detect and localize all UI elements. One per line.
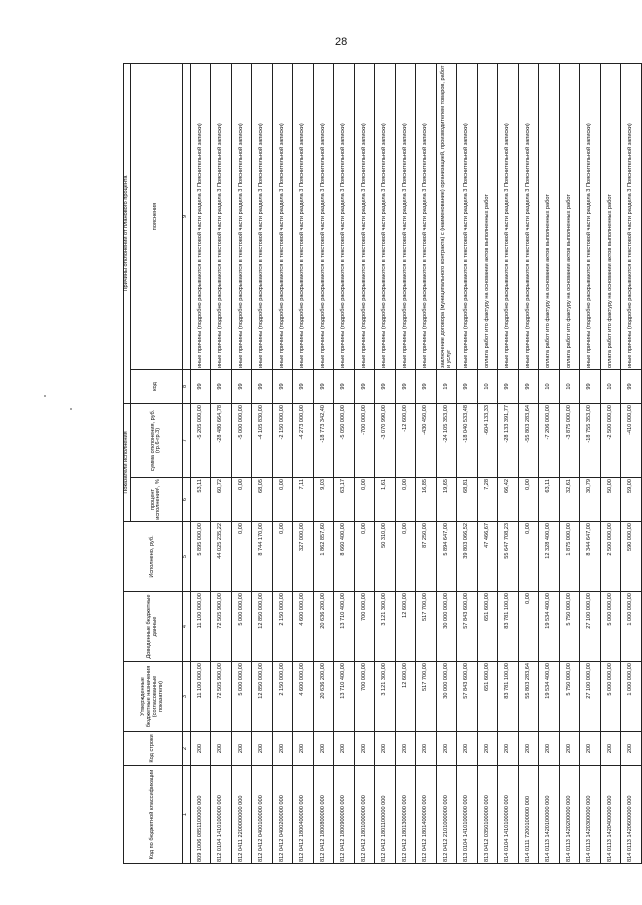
table-row	[600, 63, 621, 863]
cell-reason-code: 10	[477, 369, 498, 403]
column-number-row	[182, 63, 190, 863]
cell-executed: 12 328 400,00	[539, 522, 560, 592]
cell-percent: 66,42	[498, 478, 519, 522]
cell-row-code: 200	[395, 732, 416, 766]
cell-executed: 8 744 170,00	[252, 522, 273, 592]
header-executed: Исполнено, руб.	[124, 522, 183, 592]
header-indicators: Показатели исполнения	[124, 403, 131, 521]
cell-explanation: иные причины (подробно раскрываются в текстовой части раздела 3 Пояснительной записки)	[580, 63, 601, 369]
cell-percent: 50,00	[600, 478, 621, 522]
cell-executed: 50 310,00	[375, 522, 396, 592]
page-number: 28	[335, 36, 348, 48]
table-row	[457, 63, 478, 863]
table-row	[416, 63, 437, 863]
cell-deviation: -430 450,00	[416, 403, 437, 477]
cell-reason-code: 19	[436, 369, 457, 403]
cell-code: 814 0104 1410100000 000	[498, 766, 519, 864]
cell-row-code: 200	[416, 732, 437, 766]
cell-explanation: иные причины (подробно раскрываются в текстовой части раздела 3 Пояснительной записки)	[190, 63, 211, 369]
cell-approved: 83 781 100,00	[498, 662, 519, 732]
cell-communicated: 0,00	[518, 592, 539, 662]
cell-percent: 60,72	[211, 478, 232, 522]
cell-code: 812 0412 1801300000 000	[395, 766, 416, 864]
cell-row-code: 200	[621, 732, 642, 766]
cell-code: 812 0412 0400200000 000	[272, 766, 293, 864]
cell-executed: 0,00	[354, 522, 375, 592]
cell-row-code: 200	[477, 732, 498, 766]
cell-row-code: 200	[436, 732, 457, 766]
cell-communicated: 700 000,00	[354, 592, 375, 662]
cell-approved: 72 505 900,00	[211, 662, 232, 732]
cell-reason-code: 99	[416, 369, 437, 403]
cell-communicated: 27 100 000,00	[580, 592, 601, 662]
cell-approved: 12 850 000,00	[252, 662, 273, 732]
cell-reason-code: 99	[190, 369, 211, 403]
column-number: 6	[182, 478, 190, 522]
cell-communicated: 1 000 000,00	[621, 592, 642, 662]
cell-percent: 1,61	[375, 478, 396, 522]
cell-code: 813 0104 1410100000 000	[457, 766, 478, 864]
cell-percent: 9,03	[313, 478, 334, 522]
cell-deviation: -28 480 664,78	[211, 403, 232, 477]
cell-executed: 327 000,00	[293, 522, 314, 592]
cell-percent: 68,81	[457, 478, 478, 522]
cell-explanation: иные причины (подробно раскрываются в текстовой части раздела 3 Пояснительной записки)	[621, 63, 642, 369]
table-row	[252, 63, 273, 863]
cell-explanation: иные причины (подробно раскрываются в текстовой части раздела 3 Пояснительной записки)	[498, 63, 519, 369]
cell-communicated: 3 121 300,00	[375, 592, 396, 662]
column-number: 2	[182, 732, 190, 766]
table-row	[621, 63, 642, 863]
cell-code: 812 0412 1801100000 000	[375, 766, 396, 864]
column-number: 7	[182, 403, 190, 477]
header-reason-code: код	[130, 369, 182, 403]
header-approved: Утвержденные бюджетные назначения (согласованные показатели)	[124, 662, 183, 732]
cell-explanation: иные причины (подробно раскрываются в текстовой части раздела 3 Пояснительной записки)	[211, 63, 232, 369]
cell-deviation: -2 150 000,00	[272, 403, 293, 477]
cell-row-code: 200	[211, 732, 232, 766]
cell-executed: 8 660 400,00	[334, 522, 355, 592]
cell-approved: 4 600 000,00	[293, 662, 314, 732]
cell-row-code: 200	[600, 732, 621, 766]
cell-code: 812 0412 1800800000 000	[313, 766, 334, 864]
cell-executed: 0,00	[231, 522, 252, 592]
cell-deviation: -5 000 000,00	[231, 403, 252, 477]
cell-reason-code: 10	[600, 369, 621, 403]
table-row	[293, 63, 314, 863]
cell-percent: 19,65	[436, 478, 457, 522]
table-row	[354, 63, 375, 863]
column-number: 5	[182, 522, 190, 592]
cell-explanation: иные причины (подробно раскрываются в текстовой части раздела 3 Пояснительной записки)	[231, 63, 252, 369]
cell-deviation: -7 206 000,00	[539, 403, 560, 477]
cell-approved: 5 750 000,00	[559, 662, 580, 732]
cell-reason-code: 99	[313, 369, 334, 403]
cell-deviation: -18 773 342,40	[313, 403, 334, 477]
cell-reason-code: 99	[621, 369, 642, 403]
cell-deviation: -410 000,00	[621, 403, 642, 477]
cell-executed: 5 894 647,00	[436, 522, 457, 592]
cell-reason-code: 99	[231, 369, 252, 403]
cell-deviation: -3 875 000,00	[559, 403, 580, 477]
column-number: 1	[182, 766, 190, 864]
cell-executed: 47 466,67	[477, 522, 498, 592]
cell-explanation: иные причины (подробно раскрываются в текстовой части раздела 3 Пояснительной записки)	[252, 63, 273, 369]
column-number: 4	[182, 592, 190, 662]
cell-approved: 11 100 000,00	[190, 662, 211, 732]
column-number: 3	[182, 662, 190, 732]
cell-executed: 0,00	[395, 522, 416, 592]
cell-approved: 20 636 200,00	[313, 662, 334, 732]
cell-executed: 55 647 708,23	[498, 522, 519, 592]
table-row	[375, 63, 396, 863]
cell-explanation: иные причины (подробно раскрываются в текстовой части раздела 3 Пояснительной записки)	[313, 63, 334, 369]
table-row	[272, 63, 293, 863]
cell-percent: 0,00	[354, 478, 375, 522]
cell-code: 812 0412 2101000000 000	[436, 766, 457, 864]
cell-reason-code: 99	[498, 369, 519, 403]
cell-explanation: иные причины (подробно раскрываются в текстовой части раздела 3 Пояснительной записки)	[395, 63, 416, 369]
cell-communicated: 20 636 200,00	[313, 592, 334, 662]
header-percent: процент исполнения¹, %	[130, 478, 182, 522]
cell-explanation: иные причины (подробно раскрываются в текстовой части раздела 3 Пояснительной записки)	[518, 63, 539, 369]
cell-explanation: оплата работ ито фактуру на основании актов выполненных работ	[539, 63, 560, 369]
table-row	[498, 63, 519, 863]
cell-communicated: 12 600,00	[395, 592, 416, 662]
cell-reason-code: 99	[354, 369, 375, 403]
cell-row-code: 200	[498, 732, 519, 766]
cell-communicated: 517 700,00	[416, 592, 437, 662]
cell-code: 814 0113 1420400000 000	[600, 766, 621, 864]
table-row	[231, 63, 252, 863]
cell-reason-code: 10	[559, 369, 580, 403]
cell-code: 812 0412 0400100000 000	[252, 766, 273, 864]
cell-reason-code: 99	[375, 369, 396, 403]
cell-percent: 16,85	[416, 478, 437, 522]
cell-row-code: 200	[580, 732, 601, 766]
cell-code: 814 0113 1420100000 000	[539, 766, 560, 864]
cell-deviation: -18 755 353,00	[580, 403, 601, 477]
cell-communicated: 5 000 000,00	[600, 592, 621, 662]
cell-communicated: 2 150 000,00	[272, 592, 293, 662]
cell-approved: 2 150 000,00	[272, 662, 293, 732]
cell-row-code: 200	[457, 732, 478, 766]
cell-percent: 0,00	[231, 478, 252, 522]
cell-reason-code: 99	[252, 369, 273, 403]
cell-percent: 68,05	[252, 478, 273, 522]
header-reasons: Причины отклонений от планового процента	[124, 63, 131, 403]
cell-code: 809 1006 0851100000 000	[190, 766, 211, 864]
cell-row-code: 200	[518, 732, 539, 766]
table-row	[477, 63, 498, 863]
cell-communicated: 5 750 000,00	[559, 592, 580, 662]
cell-deviation: -28 133 391,77	[498, 403, 519, 477]
cell-approved: 517 700,00	[416, 662, 437, 732]
cell-percent: 0,00	[518, 478, 539, 522]
cell-deviation: -18 040 533,48	[457, 403, 478, 477]
table-row	[436, 63, 457, 863]
cell-percent: 63,17	[334, 478, 355, 522]
cell-row-code: 200	[375, 732, 396, 766]
cell-approved: 27 100 000,00	[580, 662, 601, 732]
cell-approved: 57 843 600,00	[457, 662, 478, 732]
cell-communicated: 11 100 000,00	[190, 592, 211, 662]
cell-code: 812 0411 2200000000 000	[231, 766, 252, 864]
scan-speck	[70, 408, 72, 410]
cell-explanation: иные причины (подробно раскрываются в текстовой части раздела 3 Пояснительной записки)	[272, 63, 293, 369]
cell-communicated: 72 505 900,00	[211, 592, 232, 662]
table-row	[211, 63, 232, 863]
cell-code: 814 0111 7200100000 000	[518, 766, 539, 864]
header-explanation: пояснения	[130, 63, 182, 369]
cell-row-code: 200	[354, 732, 375, 766]
cell-deviation: -4 105 830,00	[252, 403, 273, 477]
cell-explanation: заключение договора (муниципального контракта) с (наименование) организацией, производителем товаров, работ и услуг	[436, 63, 457, 369]
cell-deviation: -5 050 000,00	[334, 403, 355, 477]
cell-approved: 700 000,00	[354, 662, 375, 732]
cell-percent: 63,11	[539, 478, 560, 522]
cell-row-code: 200	[293, 732, 314, 766]
cell-communicated: 12 850 000,00	[252, 592, 273, 662]
table-row	[334, 63, 355, 863]
cell-approved: 30 000 000,00	[436, 662, 457, 732]
cell-executed: 5 895 000,00	[190, 522, 211, 592]
cell-percent: 32,61	[559, 478, 580, 522]
execution-report-table	[123, 63, 642, 864]
cell-communicated: 57 843 600,00	[457, 592, 478, 662]
cell-communicated: 83 781 100,00	[498, 592, 519, 662]
table-row	[395, 63, 416, 863]
cell-explanation: иные причины (подробно раскрываются в текстовой части раздела 3 Пояснительной записки)	[334, 63, 355, 369]
cell-executed: 2 500 000,00	[600, 522, 621, 592]
cell-reason-code: 10	[539, 369, 560, 403]
cell-code: 812 0412 1801000000 000	[354, 766, 375, 864]
cell-reason-code: 99	[293, 369, 314, 403]
table-row	[559, 63, 580, 863]
cell-code: 812 0412 1801400000 000	[416, 766, 437, 864]
table-row	[580, 63, 601, 863]
table-row	[313, 63, 334, 863]
cell-approved: 3 121 300,00	[375, 662, 396, 732]
cell-row-code: 200	[272, 732, 293, 766]
cell-percent: 0,00	[395, 478, 416, 522]
cell-code: 814 0113 1420300000 000	[580, 766, 601, 864]
cell-executed: 590 000,00	[621, 522, 642, 592]
cell-code: 812 0412 1800900000 000	[334, 766, 355, 864]
cell-executed: 44 025 235,22	[211, 522, 232, 592]
cell-reason-code: 99	[457, 369, 478, 403]
table-row	[190, 63, 211, 863]
cell-explanation: оплата работ ито фактуру на основании актов выполненных работ	[600, 63, 621, 369]
cell-reason-code: 99	[272, 369, 293, 403]
cell-executed: 39 803 066,52	[457, 522, 478, 592]
cell-percent: 7,28	[477, 478, 498, 522]
cell-explanation: иные причины (подробно раскрываются в текстовой части раздела 3 Пояснительной записки)	[375, 63, 396, 369]
cell-approved: 19 534 400,00	[539, 662, 560, 732]
column-number: 9	[182, 63, 190, 369]
cell-approved: 651 600,00	[477, 662, 498, 732]
cell-executed: 1 875 000,00	[559, 522, 580, 592]
cell-approved: 12 600,00	[395, 662, 416, 732]
cell-communicated: 651 600,00	[477, 592, 498, 662]
cell-reason-code: 99	[334, 369, 355, 403]
cell-executed: 0,00	[272, 522, 293, 592]
cell-deviation: -700 000,00	[354, 403, 375, 477]
cell-percent: 30,79	[580, 478, 601, 522]
cell-deviation: -2 500 000,00	[600, 403, 621, 477]
cell-executed: 87 250,00	[416, 522, 437, 592]
cell-row-code: 200	[190, 732, 211, 766]
report-body	[190, 63, 641, 863]
cell-code: 813 0412 0350100000 000	[477, 766, 498, 864]
cell-explanation: оплата работ ито фактуру на основании актов выполненных работ	[559, 63, 580, 369]
header-code: Код по бюджетной классификации	[124, 766, 183, 864]
cell-deviation: -24 105 353,00	[436, 403, 457, 477]
cell-communicated: 19 534 400,00	[539, 592, 560, 662]
cell-percent: 59,00	[621, 478, 642, 522]
cell-executed: 8 344 647,00	[580, 522, 601, 592]
cell-communicated: 4 600 000,00	[293, 592, 314, 662]
cell-code: 814 0113 1420600000 000	[621, 766, 642, 864]
cell-explanation: оплата работ ито фактуру на основании актов выполненных работ	[477, 63, 498, 369]
cell-row-code: 200	[334, 732, 355, 766]
cell-approved: 5 000 000,00	[600, 662, 621, 732]
cell-deviation: -12 600,00	[395, 403, 416, 477]
cell-reason-code: 99	[211, 369, 232, 403]
table-row	[539, 63, 560, 863]
cell-deviation: -604 133,33	[477, 403, 498, 477]
cell-explanation: иные причины (подробно раскрываются в текстовой части раздела 3 Пояснительной записки)	[416, 63, 437, 369]
cell-deviation: -5 205 000,00	[190, 403, 211, 477]
cell-approved: 5 000 000,00	[231, 662, 252, 732]
cell-approved: 13 710 400,00	[334, 662, 355, 732]
cell-communicated: 13 710 400,00	[334, 592, 355, 662]
header-row-code: Код строки	[124, 732, 183, 766]
cell-percent: 0,00	[272, 478, 293, 522]
header-communicated: Доведенные бюджетные данные	[124, 592, 183, 662]
column-number: 8	[182, 369, 190, 403]
cell-percent: 53,11	[190, 478, 211, 522]
cell-communicated: 5 000 000,00	[231, 592, 252, 662]
cell-explanation: иные причины (подробно раскрываются в текстовой части раздела 3 Пояснительной записки)	[457, 63, 478, 369]
cell-row-code: 200	[252, 732, 273, 766]
cell-executed: 0,00	[518, 522, 539, 592]
cell-reason-code: 99	[395, 369, 416, 403]
cell-communicated: 30 000 000,00	[436, 592, 457, 662]
cell-code: 812 0104 1410100000 000	[211, 766, 232, 864]
header-deviation: сумма отклонения, руб. (гр.6-гр.3)	[130, 403, 182, 477]
cell-code: 812 0412 1800400000 000	[293, 766, 314, 864]
table-row	[518, 63, 539, 863]
cell-row-code: 200	[559, 732, 580, 766]
cell-deviation: -55 803 283,64	[518, 403, 539, 477]
cell-explanation: иные причины (подробно раскрываются в текстовой части раздела 3 Пояснительной записки)	[354, 63, 375, 369]
cell-reason-code: 99	[580, 369, 601, 403]
cell-explanation: иные причины (подробно раскрываются в текстовой части раздела 3 Пояснительной записки)	[293, 63, 314, 369]
cell-row-code: 200	[539, 732, 560, 766]
rotated-report	[123, 64, 634, 864]
cell-code: 814 0113 1420200000 000	[559, 766, 580, 864]
cell-deviation: -4 273 000,00	[293, 403, 314, 477]
cell-approved: 55 803 283,64	[518, 662, 539, 732]
cell-row-code: 200	[313, 732, 334, 766]
cell-executed: 1 862 857,60	[313, 522, 334, 592]
cell-percent: 7,11	[293, 478, 314, 522]
cell-row-code: 200	[231, 732, 252, 766]
scan-speck	[44, 395, 46, 397]
cell-reason-code: 99	[518, 369, 539, 403]
cell-approved: 1 000 000,00	[621, 662, 642, 732]
cell-deviation: -3 070 990,00	[375, 403, 396, 477]
